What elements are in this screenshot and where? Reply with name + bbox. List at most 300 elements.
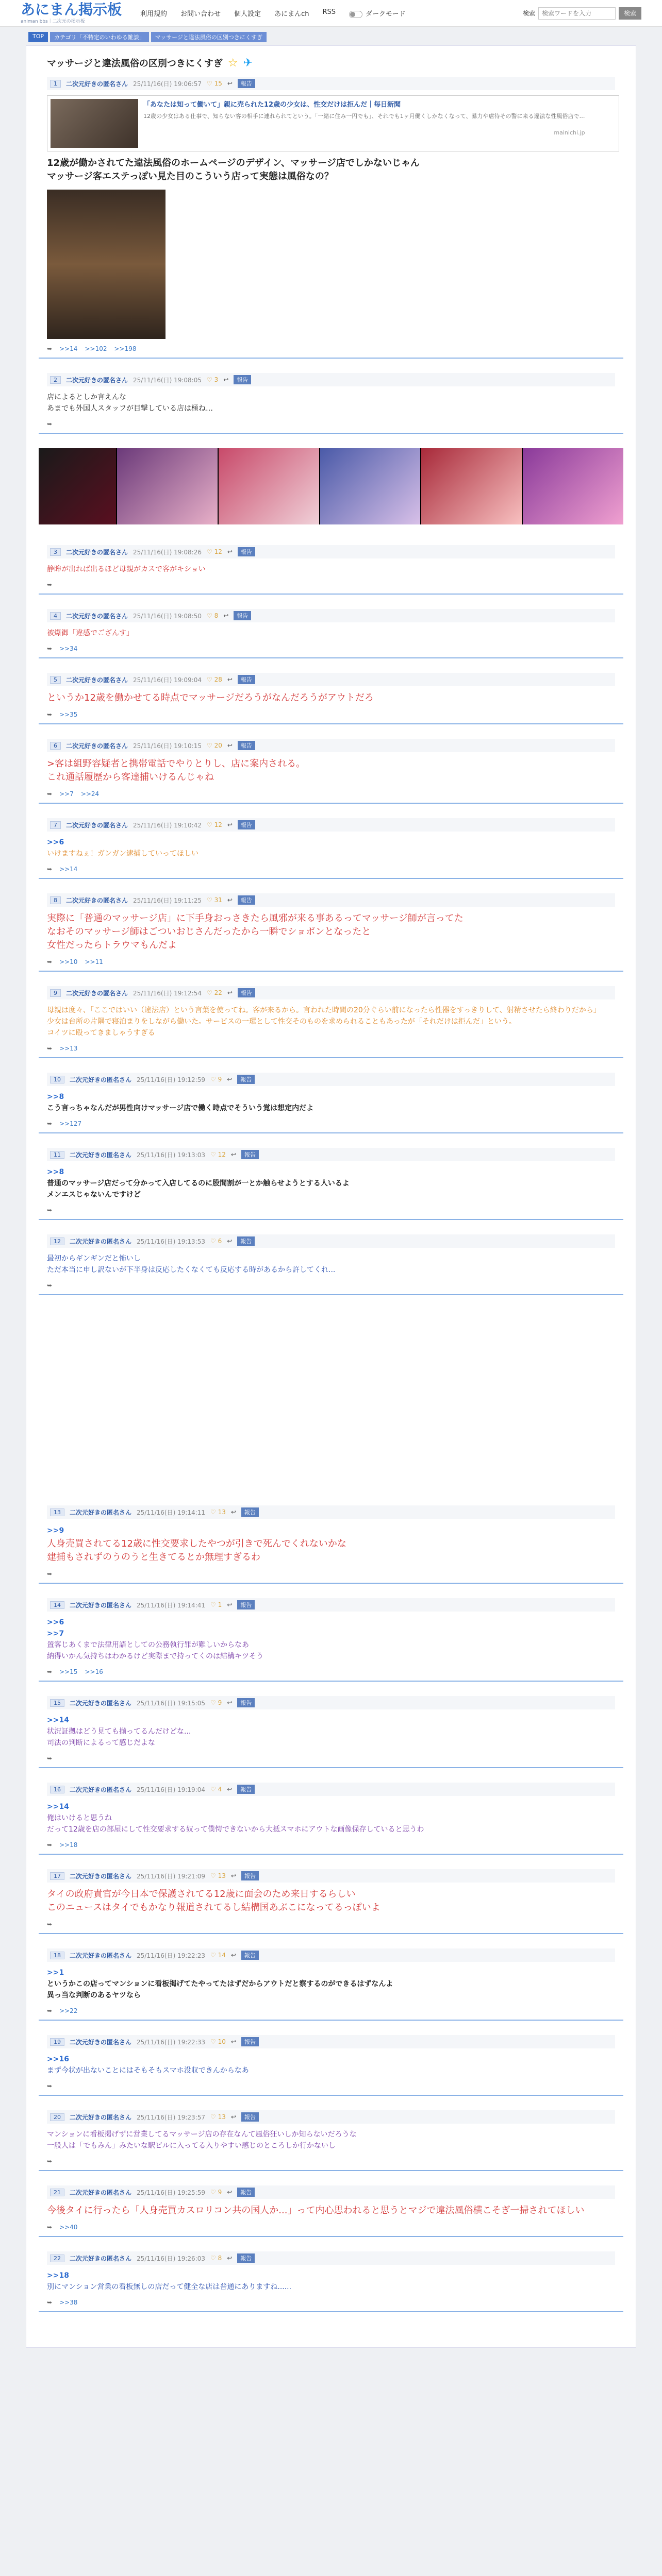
post-number[interactable]: 13 [50,1509,64,1516]
post-number[interactable]: 21 [50,2189,64,2196]
nav-terms[interactable]: 利用規約 [140,10,168,18]
like-button[interactable]: ♡ 4 [210,1786,222,1793]
poster-name: 二次元好きの匿名さん [70,2038,132,2046]
reply-arrow-icon[interactable]: ➥ [47,2158,53,2165]
report-button[interactable]: 報告 [237,1698,255,1707]
post-date: 25/11/16(日) 19:11:25 [133,896,202,904]
reply-link[interactable]: >>14 [59,345,78,352]
post-list [39,77,623,2312]
post-number[interactable]: 10 [50,1076,64,1083]
post-21 [39,2185,623,2237]
post-text: マンションに看板掲げずに営業してるマッサージ店の存在なんて風俗狂いしか知らないだろうな [47,2130,357,2139]
post-text: 建捕もされずのうのうと生きてるとか無理すぎるわ [47,1552,260,1563]
report-button[interactable]: 報告 [241,1951,259,1960]
site-logo[interactable] [21,2,122,24]
reply-link[interactable]: >>35 [59,711,78,718]
reply-link[interactable]: >>10 [59,958,78,965]
post-header [47,739,615,752]
reply-anchor[interactable]: >>1 [47,1969,64,1977]
post-text: というかこの店ってマンションに看板掲げてたやってたはずだからアウトだと察するのができるはずなんよ [47,1980,393,1988]
like-count: 13 [218,2113,226,2121]
reply-icon[interactable]: ↩ [227,1786,233,1793]
post-header [47,2110,615,2124]
poster-name: 二次元好きの匿名さん [66,742,128,750]
poster-name: 二次元好きの匿名さん [70,1238,132,1245]
reply-link[interactable]: >>40 [59,2224,78,2231]
post-number[interactable]: 9 [50,989,61,997]
report-button[interactable]: 報告 [237,1785,255,1794]
reply-link[interactable]: >>14 [59,866,78,873]
report-button[interactable]: 報告 [241,2112,259,2122]
reply-arrow-icon[interactable]: ➥ [47,866,53,873]
post-header [47,1783,615,1796]
post-body [47,1888,615,1914]
reply-link[interactable]: >>22 [59,2007,78,2014]
post-text: 今後タイに行ったら「人身売買カスロリコン共の国人か...」って内心思われると思うとマジで違法風俗横こそぎ一掃されてほしい [47,2205,585,2216]
post-header [47,1598,615,1612]
post-text: 別にマンション営業の看板無しの店だって健全な店は普通にありますね...... [47,2283,292,2291]
reply-anchor[interactable]: >>14 [47,1716,69,1724]
post-number[interactable]: 17 [50,1872,64,1880]
reply-link[interactable]: >>24 [80,790,100,798]
post-header [47,373,615,386]
post-text: 実際に「普通のマッサージ店」に下手身おっさきたら風邪が来る事あるってマッサージ師が言ってた [47,913,464,924]
reply-arrow-icon[interactable]: ➥ [47,2007,53,2014]
reply-arrow-icon[interactable]: ➥ [47,1921,53,1928]
reply-link[interactable]: >>127 [59,1120,82,1127]
reply-arrow-icon[interactable]: ➥ [47,420,53,428]
post-date: 25/11/16(日) 19:22:33 [137,2038,205,2046]
post-12 [39,1234,623,1295]
report-button[interactable]: 報告 [238,675,255,684]
poster-name: 二次元好きの匿名さん [70,1786,132,1793]
post-number[interactable]: 14 [50,1601,64,1609]
post-text: 少女は台所の片隅で寝泊まりをしながら働いた。サービスの一環として性交そのものを求められることもあったが「それだけは拒んだ」という。 [47,1018,516,1026]
reply-icon[interactable]: ↩ [227,1076,233,1083]
breadcrumb-top[interactable]: TOP [28,32,48,42]
reply-icon[interactable]: ↩ [227,676,233,683]
breadcrumb-category[interactable]: カテゴリ「不特定のいわゆる雑談」 [50,32,149,42]
reply-icon[interactable]: ↩ [227,821,233,828]
post-date: 25/11/16(日) 19:10:15 [133,742,202,750]
like-count: 4 [218,1786,222,1793]
post-header [47,2185,615,2199]
reply-arrow-icon[interactable]: ➥ [47,2224,53,2231]
reply-icon[interactable]: ↩ [223,376,229,383]
post-header [47,1234,615,1248]
post-footer [47,1570,615,1578]
report-button[interactable]: 報告 [237,2188,255,2197]
like-button[interactable]: ♡ 12 [206,821,222,828]
like-button[interactable]: ♡ 10 [210,2038,226,2045]
poster-name: 二次元好きの匿名さん [66,612,128,620]
post-date: 25/11/16(日) 19:23:57 [137,2113,205,2121]
post-number[interactable]: 2 [50,376,61,384]
post-6 [39,739,623,804]
post-text: というか12歳を働かせてる時点でマッサージだろうがなんだろうがアウトだろ [47,692,374,703]
poster-name: 二次元好きの匿名さん [66,896,128,904]
like-button[interactable]: ♡ 9 [210,2189,222,2196]
link-card[interactable] [47,95,619,151]
post-8 [39,893,623,972]
post-text: ただ本当に申し訳ないが下半身は反応したくなくても反応する時があるから許してくれ... [47,1266,336,1274]
post-footer [47,1668,615,1675]
report-button[interactable]: 報告 [237,1600,255,1609]
report-button[interactable]: 報告 [238,79,255,88]
report-button[interactable]: 報告 [238,547,255,556]
like-button[interactable]: ♡ 1 [210,1601,222,1608]
post-number[interactable]: 20 [50,2113,64,2121]
poster-name: 二次元好きの匿名さん [70,1952,132,1959]
reply-icon[interactable]: ↩ [227,989,233,996]
post-body [47,1005,615,1039]
like-button[interactable]: ♡ 9 [210,1076,222,1083]
post-number[interactable]: 3 [50,548,61,556]
link-source: mainichi.jp [554,129,585,136]
post-header [47,818,615,832]
search-label: 検索 [522,10,535,17]
post-7 [39,818,623,879]
post-header [47,1148,615,1161]
post-11 [39,1148,623,1220]
post-18 [39,1948,623,2021]
post-number[interactable]: 1 [50,80,61,88]
post-footer [47,1120,615,1127]
reply-arrow-icon[interactable]: ➥ [47,1570,53,1578]
post-body [47,392,615,414]
like-count: 3 [214,376,219,383]
ad-space [39,1310,623,1505]
post-text: こう言っちゃなんだが男性向けマッサージ店で働く時点でそういう覚は想定内だよ [47,1104,314,1112]
reply-icon[interactable]: ↩ [230,2038,236,2045]
nav-animanch[interactable]: あにまんch [274,10,309,18]
poster-name: 二次元好きの匿名さん [70,2113,132,2121]
post-number[interactable]: 5 [50,676,61,684]
report-button[interactable]: 報告 [237,1236,255,1246]
post-image[interactable] [47,190,166,339]
like-count: 9 [218,1699,222,1706]
reply-icon[interactable]: ↩ [230,1872,236,1879]
like-count: 22 [214,989,222,996]
report-button[interactable]: 報告 [234,375,251,384]
reply-icon[interactable]: ↩ [227,2255,233,2262]
post-text: これ通話履歴から客達捕いけるんじゃね [47,772,214,783]
like-button[interactable]: ♡ 14 [210,1952,226,1959]
post-16 [39,1783,623,1855]
post-body [47,1253,615,1276]
post-footer [47,711,615,718]
post-body [47,2129,615,2151]
post-number[interactable]: 7 [50,821,61,829]
poster-name: 二次元好きの匿名さん [66,676,128,684]
like-button[interactable]: ♡ 13 [210,2113,226,2121]
like-button[interactable]: ♡ 15 [206,80,222,87]
thread-container [26,45,636,2348]
main-nav [140,8,405,18]
post-10 [39,1073,623,1133]
post-text: このニュースはタイでもかなり報道されてるし結構国あぶこになってるっぽいよ [47,1902,380,1913]
post-body [47,564,615,575]
reply-anchor[interactable]: >>6 [47,1618,64,1626]
post-body [47,1524,615,1564]
post-text: 異っ当な判断のあるヤツなら [47,1991,141,1999]
post-text: 司法の判断によるって感じだよな [47,1739,155,1747]
reply-arrow-icon[interactable]: ➥ [47,2082,53,2090]
post-header [47,1948,615,1962]
post-text: 俺はいけると思うね [47,1814,112,1822]
search-button[interactable]: 検索 [619,7,641,20]
reply-arrow-icon[interactable]: ➥ [47,1841,53,1849]
post-footer [47,1207,615,1214]
reply-anchor[interactable]: >>18 [47,2272,69,2280]
post-footer [47,958,615,965]
ad-tile [116,448,218,524]
post-header [47,1696,615,1709]
like-count: 13 [218,1872,226,1879]
reply-arrow-icon[interactable]: ➥ [47,958,53,965]
reply-icon[interactable]: ↩ [227,1699,233,1706]
post-footer [47,1282,615,1289]
report-button[interactable]: 報告 [237,2253,255,2263]
poster-name: 二次元好きの匿名さん [70,1872,132,1880]
post-date: 25/11/16(日) 19:06:57 [133,80,202,88]
like-button[interactable]: ♡ 28 [206,676,222,683]
post-number[interactable]: 12 [50,1238,64,1245]
post-footer [47,866,615,873]
post-1 [39,77,623,359]
thread-title-row [47,56,623,70]
link-title: 「あなたは知って働いて」親に売られた12歳の少女は、性交だけは拒んだ｜毎日新聞 [143,101,401,109]
reply-arrow-icon[interactable]: ➥ [47,711,53,718]
link-description: 12歳の少女はある仕事で、知らない客の相手に連れられてという。「一緒に住み一円でも」、それでも1ヶ月働くしかなくなって、暴力や虐待その警に来る違法な性風俗店で… [143,113,585,120]
post-text: いけますねぇ！ガンガン逮捕していってほしい [47,850,198,858]
reply-anchor[interactable]: >>8 [47,1093,64,1101]
post-body [47,1801,615,1835]
post-header [47,2035,615,2048]
reply-anchor[interactable]: >>16 [47,2055,69,2063]
reply-link[interactable]: >>198 [114,345,137,352]
like-button[interactable]: ♡ 6 [210,1238,222,1245]
reply-anchor[interactable]: >>7 [47,1630,64,1638]
post-text: まず今状が出ないことにはそもそもスマホ没収できんからなあ [47,2066,249,2075]
poster-name: 二次元好きの匿名さん [70,1509,132,1516]
like-button[interactable]: ♡ 22 [206,989,222,996]
favorite-star-icon[interactable]: ☆ [227,56,238,70]
post-body [47,1166,615,1200]
post-body [47,2204,615,2217]
post-date: 25/11/16(日) 19:13:03 [137,1151,205,1159]
reply-arrow-icon[interactable]: ➥ [47,1755,53,1762]
post-text: だって12歳を店の部屋にして性交要求する奴って僕愕できないから大抵スマホにアウトな画像保存していると思うわ [47,1825,424,1834]
poster-name: 二次元好きの匿名さん [70,1151,132,1159]
like-button[interactable]: ♡ 31 [206,896,222,904]
reply-arrow-icon[interactable]: ➥ [47,345,53,352]
post-footer [47,2082,615,2090]
post-date: 25/11/16(日) 19:15:05 [137,1699,205,1707]
report-button[interactable]: 報告 [238,741,255,750]
post-text: 12歳が働かされてた違法風俗のホームページのデザイン、マッサージ店でしかないじゃん [47,158,420,168]
reply-link[interactable]: >>38 [59,2299,78,2306]
post-footer [47,1045,615,1052]
poster-name: 二次元好きの匿名さん [66,821,128,829]
post-14 [39,1598,623,1682]
post-text: なおそのマッサージ師はごついおじさんだったから一瞬でショボンとなったと [47,926,371,937]
post-header [47,673,615,686]
ad-tile [420,448,522,524]
post-date: 25/11/16(日) 19:10:42 [133,821,202,829]
ad-banner[interactable] [39,448,623,524]
reply-link[interactable]: >>15 [59,1668,78,1675]
ad-tile [522,448,623,524]
poster-name: 二次元好きの匿名さん [70,2189,132,2196]
post-footer [47,420,615,428]
like-button[interactable]: ♡ 12 [206,548,222,555]
nav-contact[interactable]: お問い合わせ [180,10,221,18]
poster-name: 二次元好きの匿名さん [70,1699,132,1707]
post-header [47,986,615,999]
post-header [47,893,615,907]
report-button[interactable]: 報告 [241,1150,259,1159]
post-text: 被爆御「違感でござんす」 [47,629,134,637]
dark-mode-label: ダークモード [366,10,406,18]
like-button[interactable]: ♡ 8 [210,2255,222,2262]
reply-link[interactable]: >>11 [85,958,103,965]
post-3 [39,545,623,595]
ad-logo [39,448,116,524]
reply-link[interactable]: >>102 [85,345,107,352]
post-text: コイツに殴ってきましゃうすぎる [47,1029,155,1037]
post-5 [39,673,623,724]
reply-arrow-icon[interactable]: ➥ [47,1282,53,1289]
reply-icon[interactable]: ↩ [227,1601,233,1608]
post-number[interactable]: 18 [50,1952,64,1959]
reply-arrow-icon[interactable]: ➥ [47,1045,53,1052]
post-date: 25/11/16(日) 19:08:05 [133,376,202,384]
post-number[interactable]: 16 [50,1786,64,1793]
reply-anchor[interactable]: >>6 [47,838,64,846]
post-number[interactable]: 6 [50,742,61,750]
post-text: 女性だったらトラウマもんだよ [47,940,177,951]
reply-icon[interactable]: ↩ [230,1151,236,1158]
post-text: 母親は度々、「ここではいい（違法店）という言葉を使ってね。客が来るから。言われた時間の20分ぐらい前になったら性器をすっきりして、射精させたら終わりだから」 [47,1006,601,1014]
reply-arrow-icon[interactable]: ➥ [47,1668,53,1675]
like-count: 28 [214,676,222,683]
report-button[interactable]: 報告 [238,988,255,997]
reply-icon[interactable]: ↩ [227,548,233,555]
reply-anchor[interactable]: >>8 [47,1168,64,1176]
reply-arrow-icon[interactable]: ➥ [47,581,53,588]
reply-icon[interactable]: ↩ [223,612,229,619]
reply-link[interactable]: >>18 [59,1841,78,1849]
like-count: 1 [218,1601,222,1608]
post-number[interactable]: 15 [50,1699,64,1707]
like-count: 15 [214,80,222,87]
report-button[interactable]: 報告 [234,611,251,620]
nav-settings[interactable]: 個人設定 [234,10,261,18]
breadcrumb-thread[interactable]: マッサージと違法風俗の区別つきにくすぎ [151,32,267,42]
reply-icon[interactable]: ↩ [230,1952,236,1959]
post-footer [47,645,615,652]
reply-icon[interactable]: ↩ [227,2189,233,2196]
reply-anchor[interactable]: >>9 [47,1527,64,1535]
post-header [47,2251,615,2265]
post-number[interactable]: 4 [50,612,61,620]
post-2 [39,373,623,434]
post-date: 25/11/16(日) 19:25:59 [137,2189,205,2196]
like-count: 10 [218,2038,226,2045]
dark-mode-toggle[interactable] [349,8,405,18]
breadcrumb [28,32,662,42]
post-date: 25/11/16(日) 19:26:03 [137,2255,205,2262]
report-button[interactable]: 報告 [238,895,255,905]
report-button[interactable]: 報告 [241,1507,259,1517]
post-text: 店によるとしか言えんな [47,393,126,401]
post-text: 人身売買されてる12歳に性交要求したやつが引きで死んでくれないかな [47,1538,346,1549]
search-input[interactable] [538,7,616,20]
post-number[interactable]: 19 [50,2038,64,2046]
like-button[interactable]: ♡ 8 [206,612,219,619]
reply-icon[interactable]: ↩ [230,1509,236,1516]
report-button[interactable]: 報告 [238,820,255,829]
reply-icon[interactable]: ↩ [227,742,233,749]
twitter-share-icon[interactable]: ✈ [243,56,253,70]
like-button[interactable]: ♡ 9 [210,1699,222,1706]
search-area [523,7,641,20]
post-body [47,1091,615,1114]
logo-title: あにまん掲示板 [21,1,122,18]
toggle-switch[interactable] [349,11,362,18]
report-button[interactable]: 報告 [237,1075,255,1084]
reply-arrow-icon[interactable]: ➥ [47,1120,53,1127]
report-button[interactable]: 報告 [241,1871,259,1880]
reply-link[interactable]: >>16 [85,1668,103,1675]
post-19 [39,2035,623,2096]
post-body [47,2270,615,2293]
post-number[interactable]: 11 [50,1151,64,1159]
reply-anchor[interactable]: >>14 [47,1803,69,1811]
reply-icon[interactable]: ↩ [227,1238,233,1245]
post-text: マッサージ客エステっぽい見た目のこういう店って実態は風俗なの？ [47,171,334,182]
like-button[interactable]: ♡ 12 [210,1151,226,1158]
post-date: 25/11/16(日) 19:08:26 [133,548,202,556]
post-footer [47,2007,615,2014]
nav-rss[interactable]: RSS [322,8,336,16]
like-button[interactable]: ♡ 13 [210,1509,226,1516]
post-17 [39,1869,623,1934]
post-13 [39,1505,623,1584]
like-button[interactable]: ♡ 13 [210,1872,226,1879]
reply-arrow-icon[interactable]: ➥ [47,1207,53,1214]
reply-icon[interactable]: ↩ [227,896,233,904]
like-button[interactable]: ♡ 20 [206,742,222,749]
poster-name: 二次元好きの匿名さん [70,1601,132,1609]
post-number[interactable]: 8 [50,896,61,904]
post-number[interactable]: 22 [50,2255,64,2262]
reply-arrow-icon[interactable]: ➥ [47,2299,53,2306]
reply-link[interactable]: >>34 [59,645,78,652]
like-button[interactable]: ♡ 3 [206,376,219,383]
like-count: 12 [214,548,222,555]
reply-arrow-icon[interactable]: ➥ [47,790,53,798]
post-text: タイの政府責官が今日本で保護されてる12歳に面会のため来日するらしい [47,1889,356,1900]
reply-link[interactable]: >>13 [59,1045,78,1052]
reply-icon[interactable]: ↩ [227,80,233,87]
reply-arrow-icon[interactable]: ➥ [47,645,53,652]
reply-icon[interactable]: ↩ [230,2113,236,2121]
post-header [47,609,615,622]
reply-link[interactable]: >>7 [59,790,74,798]
report-button[interactable]: 報告 [241,2037,259,2046]
